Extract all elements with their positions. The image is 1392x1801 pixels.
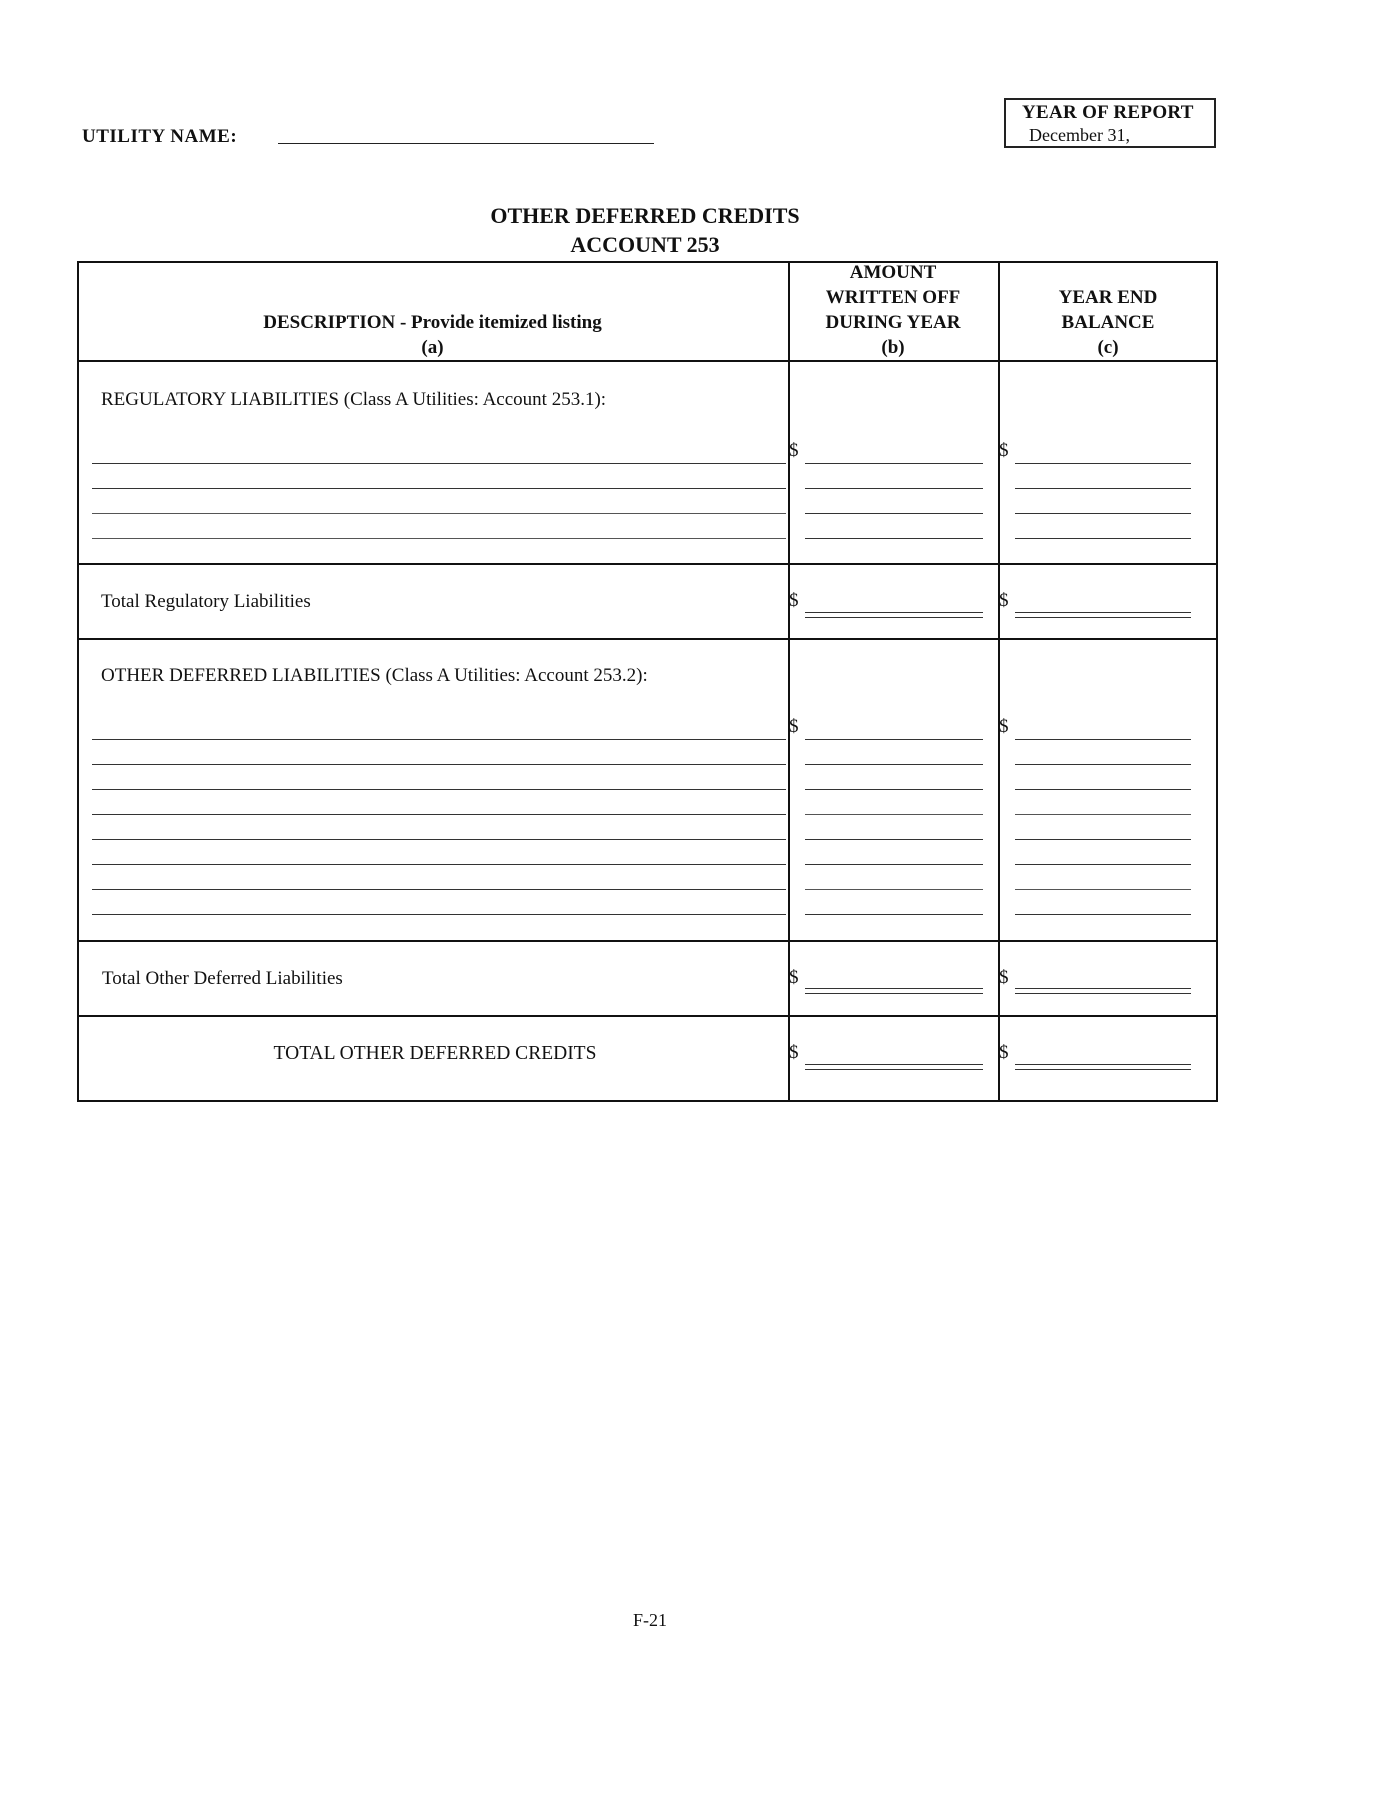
column-header-written-off-line2: WRITTEN OFF [825, 287, 961, 308]
dollar-sign: $ [999, 967, 1009, 988]
year-of-report-box [1004, 98, 1216, 148]
column-header-year-end [998, 285, 1218, 360]
column-header-written-off-line3: DURING YEAR [825, 312, 961, 333]
dollar-sign: $ [789, 716, 799, 737]
dollar-sign: $ [789, 1042, 799, 1063]
other-balance-line[interactable] [1015, 739, 1191, 740]
total-regulatory-liabilities-label: Total Regulatory Liabilities [101, 591, 311, 612]
page-subtitle: ACCOUNT 253 [570, 232, 720, 257]
regulatory-amount-line[interactable] [805, 513, 983, 514]
other-amount-line[interactable] [805, 864, 983, 865]
column-header-description [77, 310, 788, 360]
other-balance-line[interactable] [1015, 864, 1191, 865]
utility-name-field[interactable] [278, 143, 654, 144]
other-amount-line[interactable] [805, 889, 983, 890]
dollar-sign: $ [789, 440, 799, 461]
total-regulatory-balance-double-line [1015, 617, 1191, 618]
other-balance-line[interactable] [1015, 839, 1191, 840]
header-divider [77, 360, 1218, 362]
page-number: F-21 [632, 1610, 667, 1630]
regulatory-amount-line[interactable] [805, 488, 983, 489]
total-other-amount-line[interactable] [805, 988, 983, 989]
column-header-description-label: DESCRIPTION - Provide itemized listing [263, 312, 602, 333]
grand-total-balance-double-line [1015, 1069, 1191, 1070]
regulatory-entry-line[interactable] [92, 538, 786, 539]
regulatory-entry-line[interactable] [92, 513, 786, 514]
column-header-written-off [788, 260, 998, 360]
column-header-written-off-line1: AMOUNT [849, 262, 937, 283]
other-divider [77, 940, 1218, 942]
column-header-year-end-line2: BALANCE [1061, 312, 1155, 333]
total-other-balance-double-line [1015, 993, 1191, 994]
total-regulatory-amount-double-line [805, 617, 983, 618]
other-entry-line[interactable] [92, 914, 786, 915]
regulatory-entry-line[interactable] [92, 463, 786, 464]
other-entry-line[interactable] [92, 789, 786, 790]
year-of-report-title: YEAR OF REPORT [1022, 102, 1194, 123]
other-balance-line[interactable] [1015, 764, 1191, 765]
total-other-deferred-credits-label: TOTAL OTHER DEFERRED CREDITS [273, 1043, 597, 1064]
total-regulatory-amount-line[interactable] [805, 612, 983, 613]
other-amount-line[interactable] [805, 764, 983, 765]
other-amount-line[interactable] [805, 914, 983, 915]
other-total-divider [77, 1015, 1218, 1017]
dollar-sign: $ [999, 716, 1009, 737]
other-entry-line[interactable] [92, 864, 786, 865]
regulatory-balance-line[interactable] [1015, 463, 1191, 464]
total-regulatory-balance-line[interactable] [1015, 612, 1191, 613]
column-header-written-off-letter: (b) [881, 337, 905, 358]
grand-total-amount-double-line [805, 1069, 983, 1070]
utility-name-label: UTILITY NAME: [82, 126, 238, 147]
column-header-description-letter: (a) [421, 337, 444, 358]
regulatory-balance-line[interactable] [1015, 488, 1191, 489]
regulatory-divider [77, 563, 1218, 565]
grand-total-balance-line[interactable] [1015, 1064, 1191, 1065]
regulatory-amount-line[interactable] [805, 463, 983, 464]
other-balance-line[interactable] [1015, 889, 1191, 890]
regulatory-balance-line[interactable] [1015, 513, 1191, 514]
dollar-sign: $ [999, 1042, 1009, 1063]
regulatory-entry-line[interactable] [92, 488, 786, 489]
dollar-sign: $ [789, 590, 799, 611]
column-header-year-end-letter: (c) [1097, 337, 1119, 358]
other-amount-line[interactable] [805, 739, 983, 740]
other-amount-line[interactable] [805, 814, 983, 815]
page-title: OTHER DEFERRED CREDITS [490, 203, 800, 228]
total-other-deferred-liabilities-label: Total Other Deferred Liabilities [102, 968, 343, 989]
total-other-amount-double-line [805, 993, 983, 994]
total-other-balance-line[interactable] [1015, 988, 1191, 989]
other-entry-line[interactable] [92, 889, 786, 890]
dollar-sign: $ [789, 967, 799, 988]
other-amount-line[interactable] [805, 789, 983, 790]
other-balance-line[interactable] [1015, 914, 1191, 915]
other-deferred-liabilities-label: OTHER DEFERRED LIABILITIES (Class A Utilities: Account 253.2): [101, 665, 648, 686]
regulatory-balance-line[interactable] [1015, 538, 1191, 539]
dollar-sign: $ [999, 440, 1009, 461]
column-header-year-end-line1: YEAR END [1058, 287, 1158, 308]
other-balance-line[interactable] [1015, 789, 1191, 790]
other-amount-line[interactable] [805, 839, 983, 840]
year-of-report-date: December 31, [1029, 125, 1130, 145]
regulatory-amount-line[interactable] [805, 538, 983, 539]
other-entry-line[interactable] [92, 764, 786, 765]
grand-total-amount-line[interactable] [805, 1064, 983, 1065]
regulatory-total-divider [77, 638, 1218, 640]
other-entry-line[interactable] [92, 839, 786, 840]
other-balance-line[interactable] [1015, 814, 1191, 815]
regulatory-liabilities-label: REGULATORY LIABILITIES (Class A Utilities: Account 253.1): [101, 389, 607, 410]
other-entry-line[interactable] [92, 739, 786, 740]
dollar-sign: $ [999, 590, 1009, 611]
other-entry-line[interactable] [92, 814, 786, 815]
